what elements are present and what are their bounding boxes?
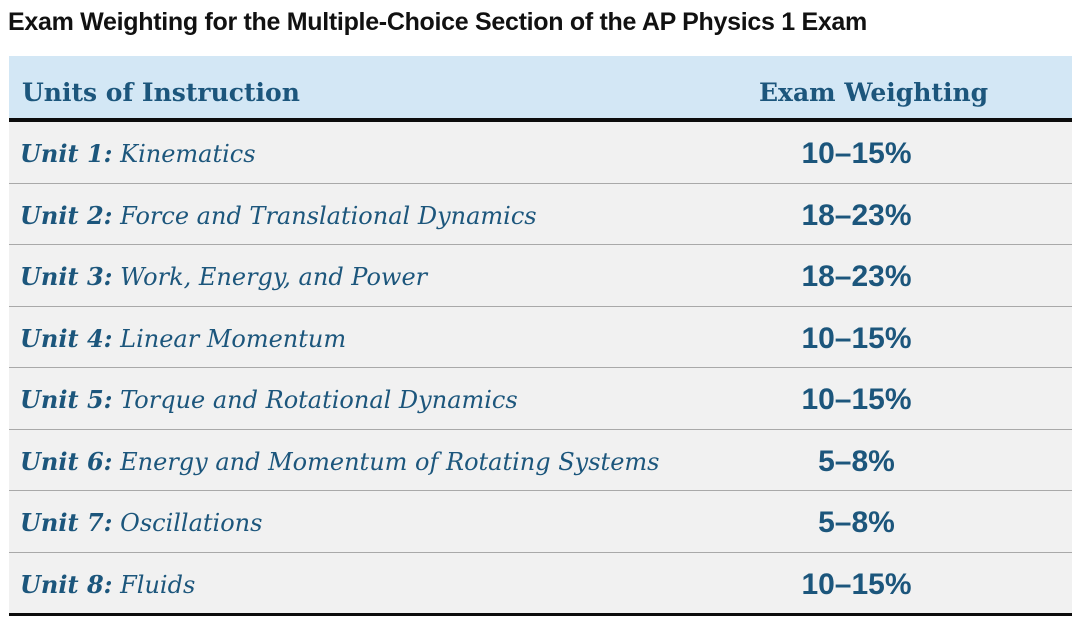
weighting-value: 10–15% <box>801 567 912 601</box>
unit-number: Unit 5: <box>20 385 113 414</box>
table-row <box>9 184 1072 246</box>
exam-weighting-table <box>9 56 1072 616</box>
unit-cell <box>20 324 346 353</box>
table-row <box>9 368 1072 430</box>
weighting-value: 5–8% <box>818 444 895 478</box>
column-header-units: Units of Instruction <box>22 78 300 107</box>
unit-number: Unit 4: <box>20 323 113 353</box>
table-row <box>9 491 1072 553</box>
unit-cell <box>20 508 262 537</box>
unit-cell <box>20 447 659 476</box>
table-row <box>9 553 1072 617</box>
column-header-weighting: Exam Weighting <box>759 78 989 107</box>
unit-name: Fluids <box>120 570 196 599</box>
unit-name: Torque and Rotational Dynamics <box>120 386 518 414</box>
unit-cell <box>20 570 195 599</box>
weighting-value: 18–23% <box>801 260 912 293</box>
unit-number: Unit 7: <box>20 508 113 537</box>
unit-name: Force and Translational Dynamics <box>120 201 537 230</box>
unit-name: Linear Momentum <box>120 324 347 353</box>
unit-cell <box>20 201 537 230</box>
weighting-value: 5–8% <box>818 506 895 539</box>
weighting-value: 18–23% <box>801 198 912 232</box>
table-row <box>9 307 1072 369</box>
unit-name: Oscillations <box>120 509 263 537</box>
unit-cell <box>20 139 256 168</box>
unit-number: Unit 3: <box>20 262 113 291</box>
unit-number: Unit 1: <box>20 139 113 168</box>
unit-name: Energy and Momentum of Rotating Systems <box>120 447 660 476</box>
weighting-value: 10–15% <box>801 383 912 416</box>
unit-cell <box>20 385 518 414</box>
weighting-value: 10–15% <box>801 137 912 170</box>
unit-name: Kinematics <box>120 140 256 168</box>
unit-number: Unit 2: <box>20 200 113 230</box>
table-header <box>9 56 1072 122</box>
unit-name: Work, Energy, and Power <box>120 263 428 291</box>
unit-number: Unit 6: <box>20 446 113 476</box>
unit-number: Unit 8: <box>20 569 113 599</box>
unit-cell <box>20 262 427 291</box>
table-row <box>9 430 1072 492</box>
table-body <box>9 122 1072 616</box>
table-row <box>9 245 1072 307</box>
page-title: Exam Weighting for the Multiple-Choice Section of the AP Physics 1 Exam <box>8 8 867 36</box>
table-row <box>9 122 1072 184</box>
weighting-value: 10–15% <box>801 321 912 355</box>
